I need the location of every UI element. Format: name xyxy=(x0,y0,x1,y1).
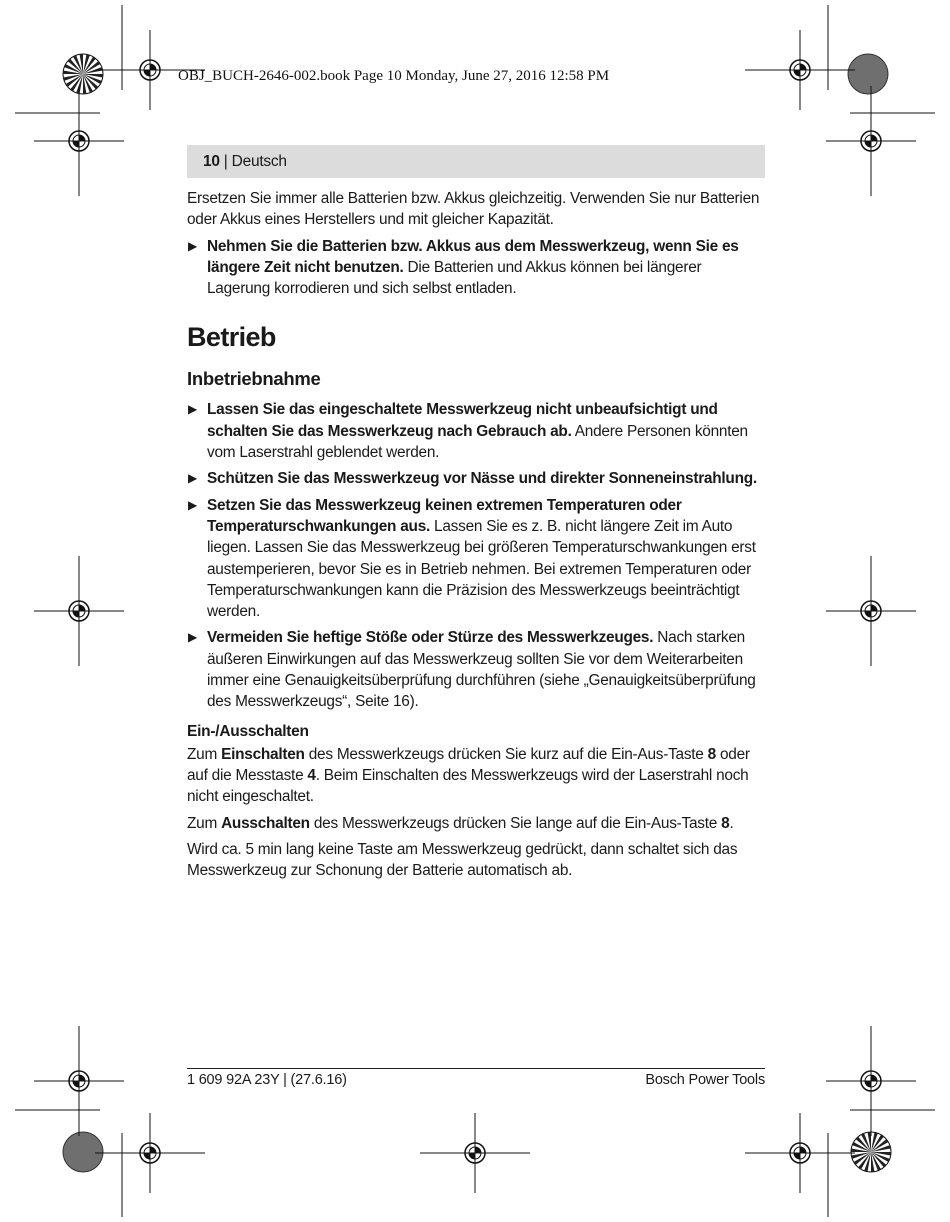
bullet-bold: Vermeiden Sie heftige Stöße oder Stürze des Messwerkzeuges. xyxy=(207,629,654,647)
list-item xyxy=(187,399,765,463)
subsection-title: Inbetriebnahme xyxy=(187,368,321,390)
triangle-bullet-icon: ▶ xyxy=(188,630,197,645)
bullet-bold: Schützen Sie das Messwerkzeug vor Nässe und direkter Sonneneinstrahlung. xyxy=(207,470,757,488)
registration-target-icon xyxy=(740,1093,860,1213)
triangle-bullet-icon: ▶ xyxy=(188,238,197,253)
list-item xyxy=(187,468,765,489)
footer-rule xyxy=(187,1068,765,1069)
onoff-paragraph-2: Zum Ausschalten des Messwerkzeugs drücken Sie lange auf die Ein-Aus-Taste 8. xyxy=(187,814,734,832)
bullet-text: Andere Personen könnten vom Laserstrahl geblendet werden. xyxy=(207,422,748,462)
list-item xyxy=(187,236,765,300)
registration-target-icon xyxy=(19,81,139,201)
registration-target-icon xyxy=(811,81,931,201)
header-separator: | xyxy=(219,153,232,170)
page-content xyxy=(187,145,765,886)
registration-target-icon xyxy=(415,1093,535,1213)
triangle-bullet-icon: ▶ xyxy=(188,402,197,417)
intro-paragraph: Ersetzen Sie immer alle Batterien bzw. Akkus gleichzeitig. Verwenden Sie nur Batterien oder Akkus eines Herstellers und mit gleicher Kapazität. xyxy=(187,190,760,229)
bullet-bold: Setzen Sie das Messwerkzeug keinen extremen Temperaturen oder Temperaturschwankungen aus. xyxy=(207,496,682,535)
bullet-bold: Nehmen Sie die Batterien bzw. Akkus aus dem Messwerkzeug, wenn Sie es längere Zeit nicht benutzen. xyxy=(207,237,739,276)
page-header xyxy=(187,145,765,178)
bullet-bold: Lassen Sie das eingeschaltete Messwerkzeug nicht unbeaufsichtigt und schalten Sie das Messwerkzeug nach Gebrauch ab. xyxy=(207,401,718,440)
page-number: 10 xyxy=(203,153,220,170)
header-language: Deutsch xyxy=(231,153,287,170)
bullet-text: Nach starken äußeren Einwirkungen auf das Messwerkzeug sollten Sie vor dem Weiterarbeiten immer eine Genauigkeitsüberprüfung durchführen (siehe „Genauigkeitsüberprüfung des Messwerkzeugs“, Seite 16). xyxy=(207,629,756,711)
registration-target-icon xyxy=(811,551,931,671)
bullet-text: Die Batterien und Akkus können bei längerer Lagerung korrodieren und sich selbst entladen. xyxy=(207,258,702,298)
footer-code: 1 609 92A 23Y | (27.6.16) xyxy=(187,1072,347,1088)
list-item xyxy=(187,627,765,712)
list-item xyxy=(187,495,765,623)
onoff-paragraph-1: Zum Einschalten des Messwerkzeugs drücken Sie kurz auf die Ein-Aus-Taste 8 oder auf die Messtaste 4. Beim Einschalten des Messwerkzeugs wird der Laserstrahl noch nicht eingeschaltet. xyxy=(187,745,750,806)
triangle-bullet-icon: ▶ xyxy=(188,497,197,512)
bullet-text: Lassen Sie es z. B. nicht längere Zeit im Auto liegen. Lassen Sie das Messwerkzeug bei größeren Temperaturschwankungen erst austemperieren, bevor Sie es in Betrieb nehmen. Bei extremen Temperaturen oder Temperaturschwankungen kann die Präzision des Messwerkzeugs beeinträchtigt werden. xyxy=(207,517,756,621)
registration-target-icon xyxy=(90,1093,210,1213)
footer-brand: Bosch Power Tools xyxy=(645,1072,765,1088)
triangle-bullet-icon: ▶ xyxy=(188,471,197,486)
onoff-title: Ein-/Ausschalten xyxy=(187,722,309,740)
registration-target-icon xyxy=(19,551,139,671)
section-title: Betrieb xyxy=(187,322,276,353)
onoff-paragraph-3: Wird ca. 5 min lang keine Taste am Messwerkzeug gedrückt, dann schaltet sich das Messwerkzeug zur Schonung der Batterie automatisch ab. xyxy=(187,840,738,880)
slug-line: OBJ_BUCH-2646-002.book Page 10 Monday, June 27, 2016 12:58 PM xyxy=(178,68,610,84)
